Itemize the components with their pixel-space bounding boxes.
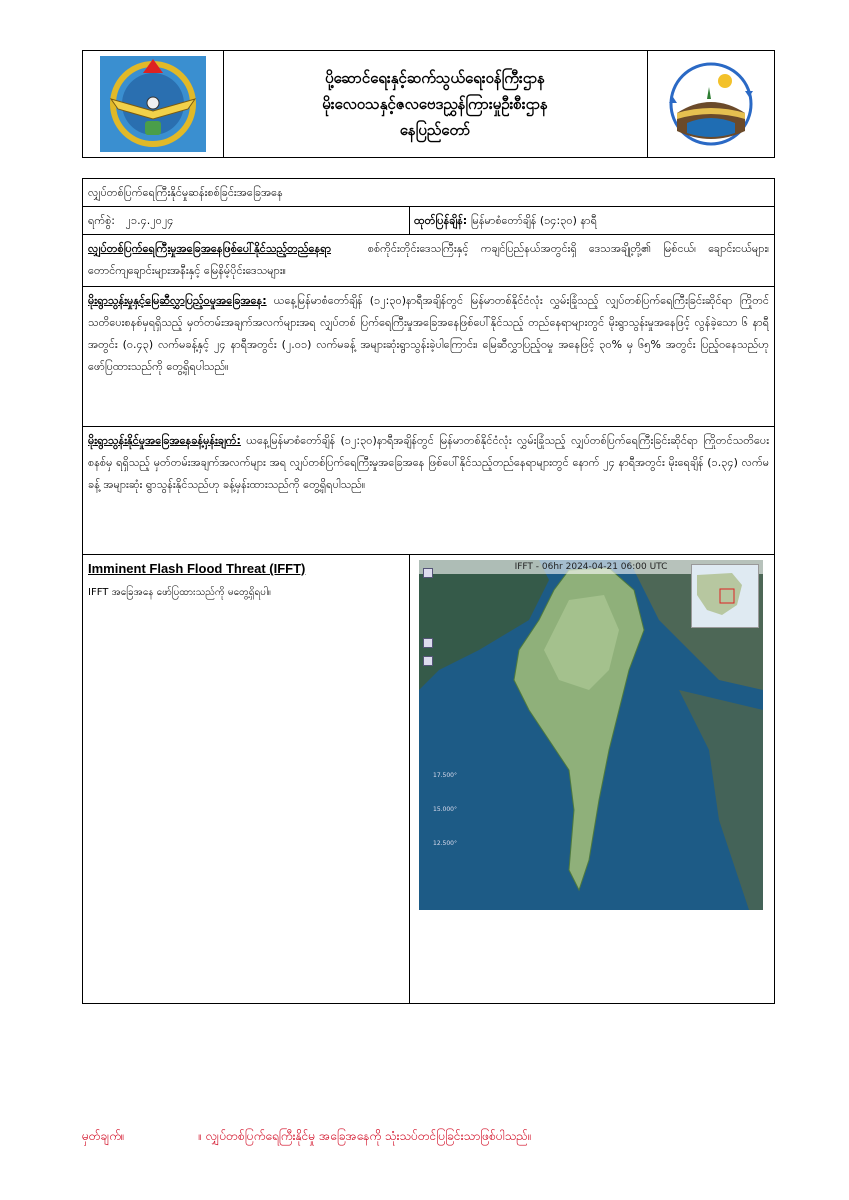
threat-location-text: စစ်ကိုင်းတိုင်းဒေသကြီးနှင့် ကချင်ပြည်နယ်အတွင်းရှိ ဒေသအချို့တို့၏ မြစ်ငယ်၊ ချောင်းငယ်များ၊ တောင်ကျချောင်းများအနီးနှင့် မြေနိမ့်ပိုင်းဒေသများ။ — [88, 242, 769, 277]
ifft-map — [419, 560, 763, 910]
threat-location-label: လျှပ်တစ်ပြက်ရေကြီးမှုအခြေအနေဖြစ်ပေါ်နိုင်သည့်တည်နေရာ — [88, 242, 332, 255]
ifft-note: IFFT အခြေအနေ ဖော်ပြထားသည်ကို မတွေ့ရှိရပါ။ — [88, 587, 271, 598]
layer-toggle-icon[interactable] — [423, 638, 433, 648]
lat-label: 15.000° — [433, 806, 457, 813]
header-title — [223, 51, 648, 157]
date-cell — [83, 207, 410, 234]
issue-time-cell — [409, 207, 774, 234]
dmh-logo-emblem — [83, 51, 223, 157]
rainfall-soil-label: မိုးရွာသွန်းမှုနှင့်မြေဆီလွှာပြည့်ဝမှုအခြေအနေ: — [88, 294, 267, 307]
lat-label: 17.500° — [433, 772, 457, 779]
department-name: မိုးလေဝသနှင့်ဇလဗေဒညွှန်ကြားမှုဦးစီးဌာန — [322, 95, 548, 113]
report-table — [82, 178, 775, 1004]
zoom-in-icon[interactable] — [423, 568, 433, 578]
map-inset — [691, 564, 759, 628]
forecast-row — [83, 427, 774, 555]
ifft-text-cell — [83, 555, 410, 1003]
report-heading-row — [83, 179, 774, 207]
lat-label: 12.500° — [433, 840, 457, 847]
issue-time-value: မြန်မာစံတော်ချိန် (၁၄:၃၀) နာရီ — [470, 214, 597, 227]
rainfall-soil-row — [83, 287, 774, 427]
date-time-row — [83, 207, 774, 235]
report-heading: လျှပ်တစ်ပြက်ရေကြီးနိုင်မှုဆန်းစစ်ခြင်းအခြေအနေ — [88, 186, 283, 199]
footer-note — [82, 1128, 602, 1146]
hydrology-logo-emblem — [647, 51, 775, 157]
map-header: IFFT - 06hr 2024-04-21 06:00 UTC — [419, 560, 763, 574]
layer-toggle-icon-2[interactable] — [423, 656, 433, 666]
ifft-row — [83, 555, 774, 1003]
ministry-name: ပို့ဆောင်ရေးနှင့်ဆက်သွယ်ရေးဝန်ကြီးဌာန — [325, 69, 545, 87]
city-name: နေပြည်တော် — [399, 121, 471, 139]
ifft-title: Imminent Flash Flood Threat (IFFT) — [88, 561, 306, 576]
threat-location-row — [83, 235, 774, 287]
hydrology-logo — [647, 51, 775, 157]
date-value: ၂၁.၄.၂၀၂၄ — [125, 214, 174, 227]
forecast-text: ယနေ့မြန်မာစံတော်ချိန် (၁၂:၃၀)နာရီအချိန်တွင် မြန်မာတစ်နိုင်ငံလုံး လွှမ်းခြုံသည့် လျှပ်တစ်ပြက်ရေကြီးခြင်းဆိုင်ရာ ကြိုတင်သတိပေးစနစ်မှ ရရှိသည့် မှတ်တမ်းအချက်အလက်များ အရ လျှပ်တစ်ပြက်ရေကြီးမှုအခြေအနေ ဖြစ်ပေါ်နိုင်သည့်တည်နေရာများတွင် နောက် ၂၄ နာရီအတွင်း မိုးရေချိန် (၁.၃၄) လက်မခန့် အများဆုံး ရွာသွန်းနိုင်သည်ဟု ခန့်မှန်းထားသည်ကို တွေ့ရှိရပါသည်။ — [88, 434, 769, 491]
footer-label: မှတ်ချက်။ — [82, 1129, 125, 1143]
dmh-logo — [83, 51, 224, 157]
rainfall-soil-text: ယနေ့မြန်မာစံတော်ချိန် (၁၂:၃၀)နာရီအချိန်တွင် မြန်မာတစ်နိုင်ငံလုံး လွှမ်းခြုံသည့် လျှပ်တစ်ပြက်ရေကြီးခြင်းဆိုင်ရာ ကြိုတင်သတိပေးစနစ်မှရရှိသည့် မှတ်တမ်းအချက်အလက်များအရ လျှပ်တစ် ပြက်ရေကြီးမှုအခြေအနေဖြစ်ပေါ်နိုင်သည့် တည်နေရာများတွင် မိုးရွာသွန်းမှုအနေဖြင့် လွန်ခဲ့သော ၆ နာရီ အတွင်း (၀.၄၃) လက်မခန့်နှင့် ၂၄ နာရီအတွင်း (၂.၀၁) လက်မခန့် အများဆုံးရွာသွန်းခဲ့ပါကြောင်း၊ မြေဆီလွှာပြည့်ဝမှု အနေဖြင့် ၃၀% မှ ၆၅% အတွင်း ပြည့်ဝနေသည်ဟု ဖော်ပြထားသည်ကို တွေ့ရှိရပါသည်။ — [88, 294, 770, 373]
forecast-label: မိုးရွာသွန်းနိုင်မှုအခြေအနေခန့်မှန်းချက်: — [88, 434, 241, 447]
issue-time-label: ထုတ်ပြန်ချိန်: — [414, 214, 468, 227]
footer-text: ။ လျှပ်တစ်ပြက်ရေကြီးနိုင်မှု အခြေအနေကို သုံးသပ်တင်ပြခြင်းသာဖြစ်ပါသည်။ — [198, 1129, 532, 1143]
date-label: ရက်စွဲ: — [88, 214, 115, 227]
header-box — [82, 50, 775, 158]
